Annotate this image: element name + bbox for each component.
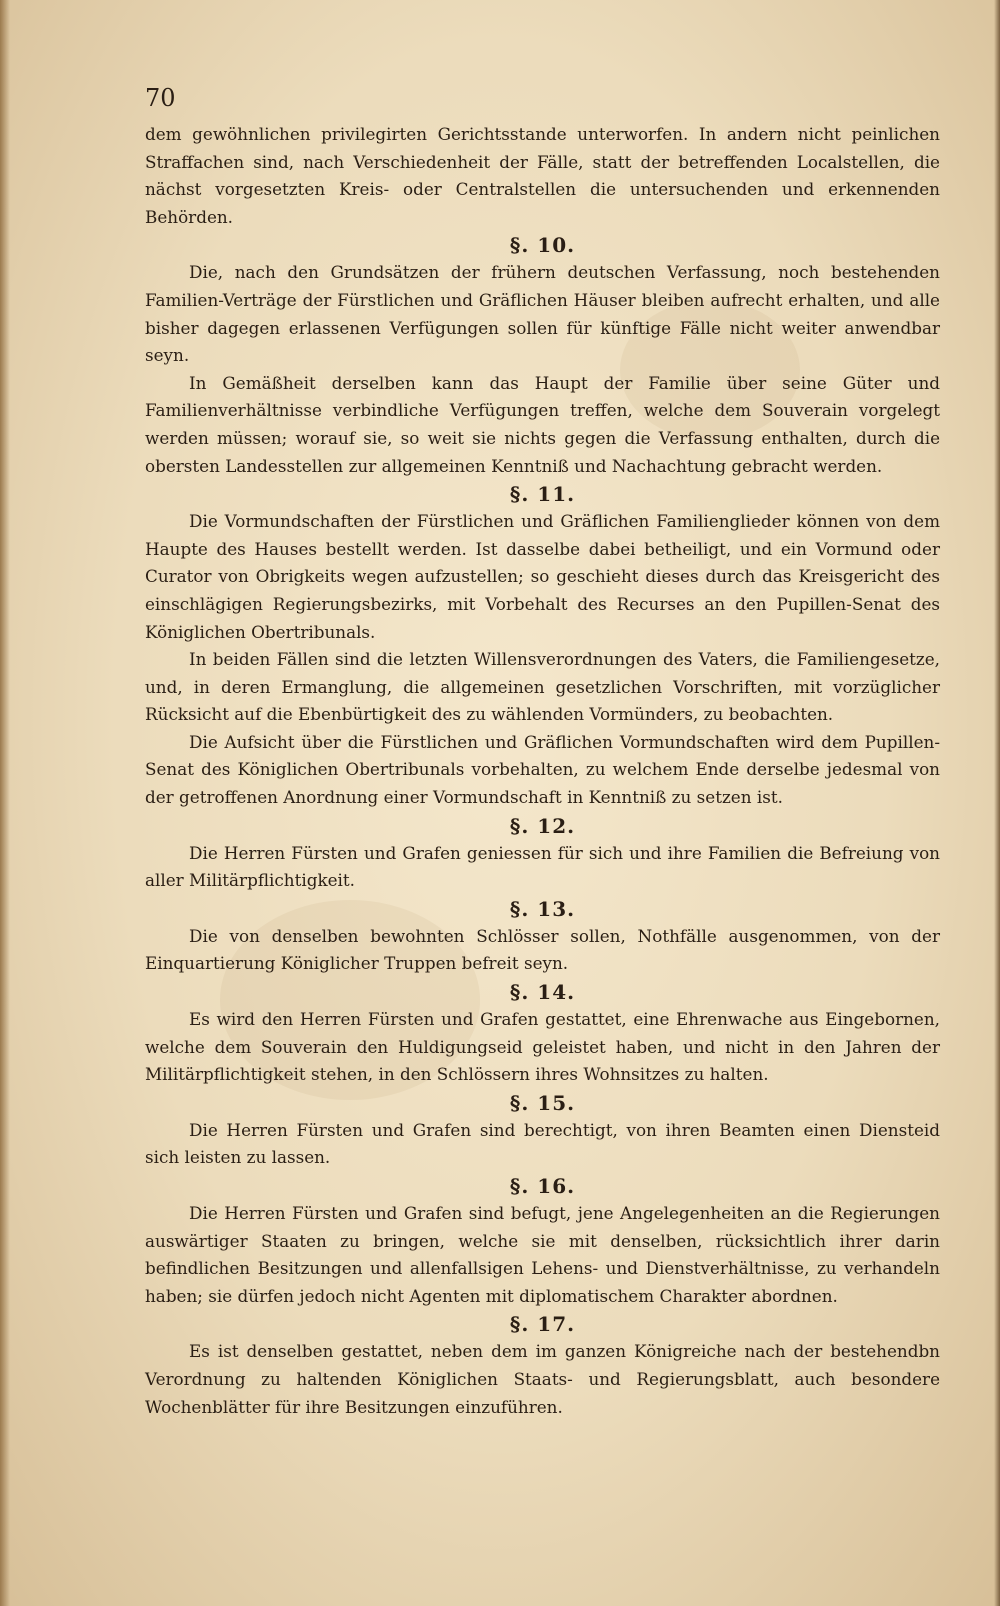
section-heading: §. 12. [509,813,576,838]
paragraph: Es ist denselben gestattet, neben dem im ganzen Königreiche nach der bestehendbn Verordnung zu haltenden Königlichen Staats- und Regierungsblatt, auch besondere Wochenblätter für ihre Besitzungen einzuführen. [145,1341,940,1417]
section-heading: §. 16. [509,1174,576,1198]
text-block [145,121,940,1421]
paragraph: Die, nach den Grundsätzen der frühern deutschen Verfassung, noch bestehenden Familien-Verträge der Fürstlichen und Gräflichen Häuser bleiben aufrecht erhalten, und alle bisher dagegen erlassenen Verfügungen sollen für künftige Fälle nicht weiter anwendbar seyn. [145,262,940,366]
paragraph: Es wird den Herren Fürsten und Grafen gestattet, eine Ehrenwache aus Eingebornen, welche dem Souverain den Huldigungseid geleistet haben, und nicht in den Jahren der Militärpflichtigkeit stehen, in den Schlössern ihres Wohnsitzes zu halten. [145,1009,940,1085]
section-heading: §. 11. [509,482,576,507]
paragraph: Die Aufsicht über die Fürstlichen und Gräflichen Vormundschaften wird dem Pupillen-Senat des Königlichen Obertribunals vorbehalten, zu welchem Ende derselbe jedesmal von der getroffenen Anordnung einer Vormundschaft in Kenntniß zu setzen ist. [145,731,940,808]
section-heading: §. 17. [509,1312,576,1337]
page-right-edge [994,0,1000,1606]
paragraph: Die Vormundschaften der Fürstlichen und Gräflichen Familienglieder können von dem Haupte des Hauses bestellt werden. Ist dasselbe dabei betheiligt, und ein Vormund oder Curator von Obrigkeits wegen aufzustellen; so geschieht dieses durch das Kreisgericht des einschlägigen Regierungsbezirks, mit Vorbehalt des Recurses an den Pupillen-Senat des Königlichen Obertribunals. [145,511,940,642]
paragraph: Die Herren Fürsten und Grafen sind berechtigt, von ihren Beamten einen Diensteid sich leisten zu lassen. [145,1119,940,1168]
page-left-edge [0,0,10,1606]
section-heading: §. 10. [509,233,576,258]
section-heading: §. 14. [509,980,576,1005]
section-heading: §. 15. [509,1090,576,1115]
paragraph: In Gemäßheit derselben kann das Haupt der Familie über seine Güter und Familienverhältnisse verbindliche Verfügungen treffen, welche dem Souverain vorgelegt werden müssen; worauf sie, so weit sie nichts gegen die Verfassung enthalten, durch die obersten Landesstellen zur allgemeinen Kenntniß und Nachachtung gebracht werden. [145,372,940,476]
section-heading: §. 13. [509,896,576,921]
paragraph: In beiden Fällen sind die letzten Willensverordnungen des Vaters, die Familiengesetze, und, in deren Ermanglung, die allgemeinen gesetzlichen Vorschriften, mit vorzüglicher Rücksicht auf die Ebenbürtigkeit des zu wählenden Vormünders, zu beobachten. [145,649,940,725]
paragraph: Die Herren Fürsten und Grafen geniessen für sich und ihre Familien die Befreiung von aller Militärpflichtigkeit. [145,842,940,891]
paragraph: dem gewöhnlichen privilegirten Gerichtsstande unterworfen. In andern nicht peinlichen Straffachen sind, nach Verschiedenheit der Fälle, statt der betreffenden Localstellen, die nächst vorgesetzten Kreis- oder Centralstellen die untersuchenden und erkennenden Behörden. [145,124,940,227]
page-number: 70 [145,84,176,112]
paragraph: Die von denselben bewohnten Schlösser sollen, Nothfälle ausgenommen, von der Einquartierung Königlicher Truppen befreit seyn. [145,925,940,974]
paragraph: Die Herren Fürsten und Grafen sind befugt, jene Angelegenheiten an die Regierungen auswärtiger Staaten zu bringen, welche sie mit denselben, rücksichtlich ihrer darin befindlichen Besitzungen und allenfallsigen Lehens- und Dienstverhältnisse, zu verhandeln haben; sie dürfen jedoch nicht Agenten mit diplomatischem Charakter abordnen. [145,1203,940,1306]
